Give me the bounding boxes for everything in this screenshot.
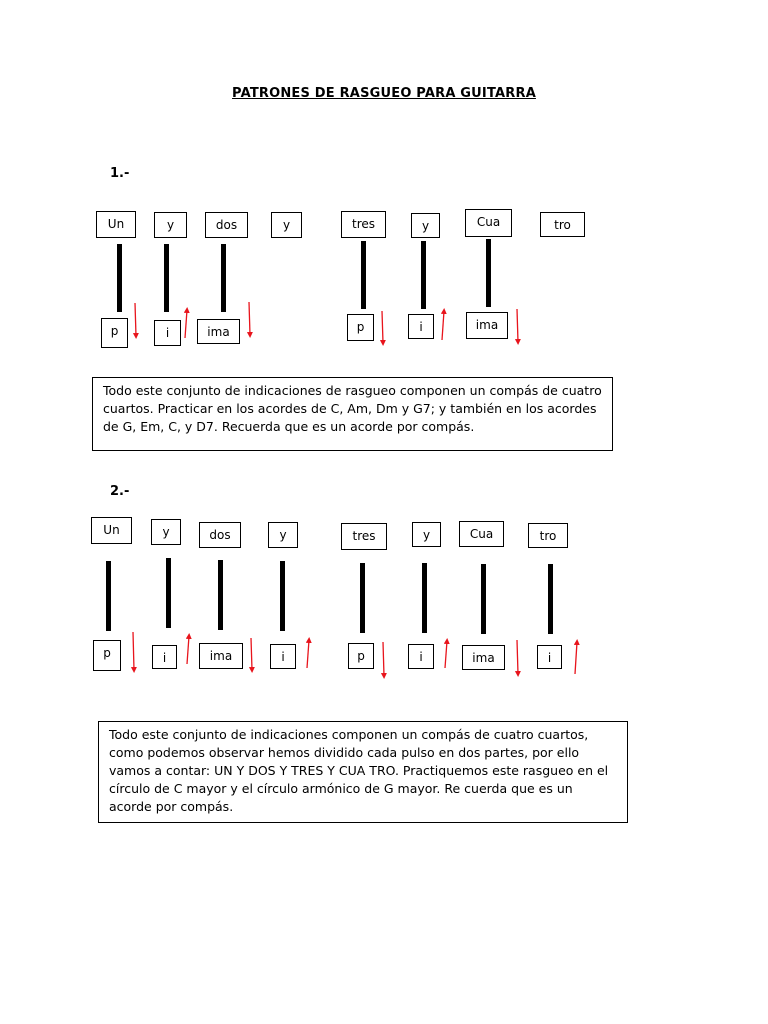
count-box: dos bbox=[205, 212, 248, 238]
stroke-bar bbox=[360, 563, 365, 633]
stroke-box: i bbox=[270, 644, 296, 669]
stroke-bar bbox=[548, 564, 553, 634]
stroke-box: i bbox=[408, 314, 434, 339]
count-box: tres bbox=[341, 211, 386, 238]
stroke-bar bbox=[218, 560, 223, 630]
stroke-bar bbox=[421, 241, 426, 309]
stroke-bar bbox=[481, 564, 486, 634]
stroke-box: i bbox=[537, 645, 562, 669]
down-arrow-icon bbox=[517, 640, 518, 674]
stroke-box: p bbox=[347, 314, 374, 341]
down-arrow-icon bbox=[251, 638, 252, 670]
count-box: y bbox=[412, 522, 441, 547]
up-arrow-icon bbox=[187, 636, 189, 664]
down-arrow-icon bbox=[383, 642, 384, 676]
down-arrow-icon bbox=[517, 309, 518, 342]
down-arrow-icon bbox=[382, 311, 383, 343]
count-box: Un bbox=[96, 211, 136, 238]
count-box: y bbox=[151, 519, 181, 545]
up-arrow-icon bbox=[307, 640, 309, 668]
stroke-bar bbox=[422, 563, 427, 633]
stroke-box: i bbox=[152, 645, 177, 669]
down-arrow-icon bbox=[133, 632, 134, 670]
count-box: Cua bbox=[465, 209, 512, 237]
page-title: PATRONES DE RASGUEO PARA GUITARRA bbox=[232, 86, 536, 101]
stroke-box: ima bbox=[462, 645, 505, 670]
stroke-bar bbox=[166, 558, 171, 628]
up-arrow-icon bbox=[575, 642, 577, 674]
section-2-note: Todo este conjunto de indicaciones componen un compás de cuatro cuartos, como podemos observar hemos dividido cada pulso en dos partes, por ello vamos a contar: UN Y DOS Y TRES Y CUA TRO. Practiquemos este rasgueo en el círculo de C mayor y el círculo armónico de G mayor. Re cuerda que es un acorde por compás. bbox=[98, 721, 628, 823]
count-box: Cua bbox=[459, 521, 504, 547]
up-arrow-icon bbox=[445, 641, 447, 668]
stroke-box: p bbox=[93, 640, 121, 671]
stroke-box: i bbox=[154, 320, 181, 346]
stroke-bar bbox=[106, 561, 111, 631]
count-box: y bbox=[154, 212, 187, 238]
stroke-box: ima bbox=[197, 319, 240, 344]
count-box: y bbox=[268, 522, 298, 548]
count-box: tres bbox=[341, 523, 387, 550]
count-box: Un bbox=[91, 517, 132, 544]
stroke-box: i bbox=[408, 644, 434, 669]
stroke-bar bbox=[486, 239, 491, 307]
stroke-bar bbox=[117, 244, 122, 312]
section-2-number: 2.- bbox=[110, 484, 130, 499]
down-arrow-icon bbox=[249, 302, 250, 335]
section-1-note: Todo este conjunto de indicaciones de rasgueo componen un compás de cuatro cuartos. Practicar en los acordes de C, Am, Dm y G7; y también en los acordes de G, Em, C, y D7. Recuerda que es un acorde por compás. bbox=[92, 377, 613, 451]
up-arrow-icon bbox=[185, 310, 187, 338]
stroke-bar bbox=[361, 241, 366, 309]
stroke-box: ima bbox=[199, 643, 243, 669]
stroke-bar bbox=[164, 244, 169, 312]
stroke-box: ima bbox=[466, 312, 508, 339]
stroke-box: p bbox=[348, 643, 374, 669]
count-box: dos bbox=[199, 522, 241, 548]
count-box: tro bbox=[540, 212, 585, 237]
stroke-box: p bbox=[101, 318, 128, 348]
count-box: y bbox=[411, 213, 440, 238]
section-1-number: 1.- bbox=[110, 166, 130, 181]
up-arrow-icon bbox=[442, 311, 444, 340]
count-box: tro bbox=[528, 523, 568, 548]
stroke-bar bbox=[221, 244, 226, 312]
stroke-bar bbox=[280, 561, 285, 631]
count-box: y bbox=[271, 212, 302, 238]
down-arrow-icon bbox=[135, 303, 136, 336]
